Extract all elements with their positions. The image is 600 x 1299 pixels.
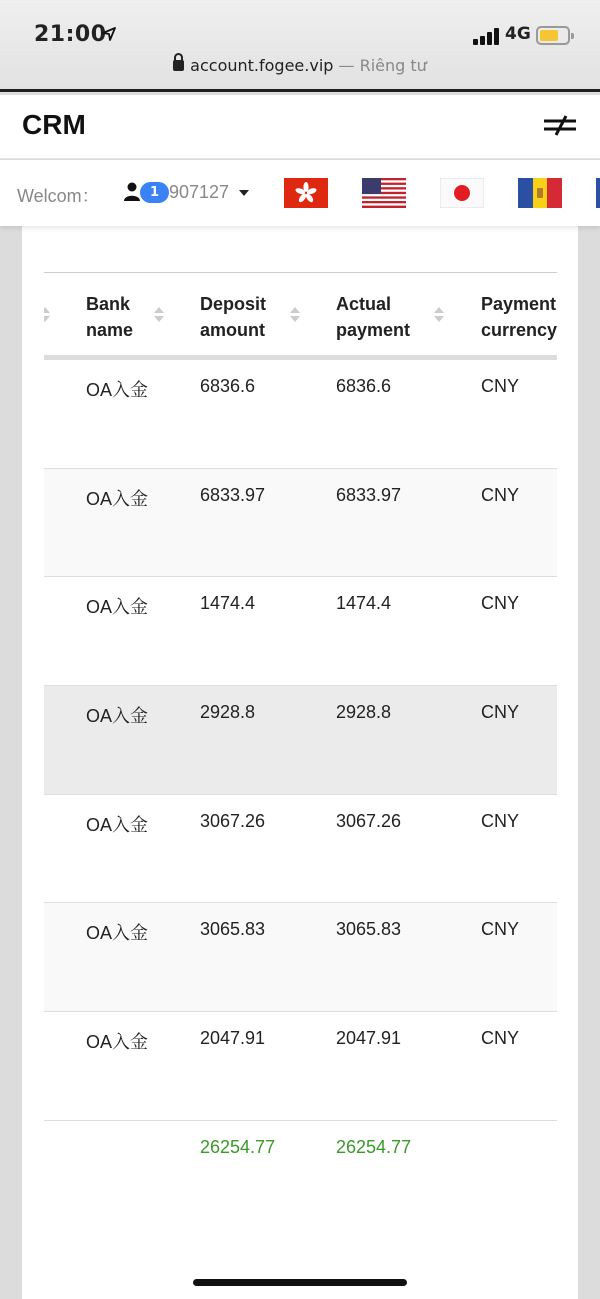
japan-flag-icon[interactable] <box>440 178 484 208</box>
home-indicator[interactable] <box>193 1279 407 1286</box>
cell-bank-name: OA入金 <box>86 923 149 944</box>
network-type: 4G <box>505 24 531 44</box>
total-deposit-amount: 26254.77 <box>200 1136 276 1157</box>
cell-payment-currency: CNY <box>481 1028 520 1049</box>
status-time: 21:00 <box>34 22 107 47</box>
table-totals-row <box>44 1121 557 1200</box>
table-row[interactable] <box>44 1012 557 1121</box>
account-id[interactable]: 907127 <box>169 182 230 202</box>
column-actual-payment[interactable]: Actual payment <box>336 294 411 340</box>
cell-payment-currency: CNY <box>481 810 520 831</box>
cell-actual-payment: 6833.97 <box>336 484 402 505</box>
url-privacy-label: — Riêng tư <box>338 56 427 75</box>
notification-badge[interactable]: 1 <box>140 182 169 203</box>
table-header <box>44 272 557 360</box>
sort-icon[interactable] <box>44 307 50 323</box>
lock-icon <box>173 60 184 71</box>
column-bank-name[interactable]: Bank name <box>86 294 134 340</box>
menu-toggle-icon[interactable] <box>542 113 578 139</box>
cell-deposit-amount: 3067.26 <box>200 810 266 831</box>
cell-bank-name: OA入金 <box>86 814 149 835</box>
cell-bank-name: OA入金 <box>86 597 149 618</box>
cell-deposit-amount: 6833.97 <box>200 484 266 505</box>
cellular-signal-icon <box>473 27 501 45</box>
cell-payment-currency: CNY <box>481 484 520 505</box>
sort-icon[interactable] <box>434 307 444 323</box>
cell-deposit-amount: 6836.6 <box>200 376 256 396</box>
welcome-label: Welcom： <box>17 186 100 206</box>
cell-payment-currency: CNY <box>481 702 520 723</box>
brand-logo[interactable]: CRM <box>22 109 86 140</box>
table-row[interactable] <box>44 360 557 469</box>
cell-actual-payment: 1474.4 <box>336 593 392 614</box>
url-bar[interactable] <box>0 56 600 75</box>
hong-kong-flag-icon[interactable] <box>284 178 328 208</box>
app-header <box>0 95 600 159</box>
next-flag-icon[interactable] <box>596 178 600 208</box>
table-body <box>44 360 557 1200</box>
deposit-table <box>44 272 557 1200</box>
cell-deposit-amount: 2047.91 <box>200 1028 266 1049</box>
table-row[interactable] <box>44 577 557 686</box>
romania-flag-icon[interactable] <box>518 178 562 208</box>
total-actual-payment: 26254.77 <box>336 1136 412 1157</box>
browser-top-bar <box>0 0 600 92</box>
cell-actual-payment: 2928.8 <box>336 702 392 723</box>
cell-deposit-amount: 2928.8 <box>200 702 256 723</box>
cell-bank-name: OA入金 <box>86 706 149 727</box>
cell-bank-name: OA入金 <box>86 488 149 509</box>
column-payment-currency[interactable]: Payment currency <box>481 294 557 340</box>
cell-payment-currency: CNY <box>481 376 520 396</box>
chevron-down-icon[interactable] <box>239 190 249 196</box>
column-deposit-amount[interactable]: Deposit amount <box>200 294 267 340</box>
battery-icon <box>536 26 570 45</box>
cell-deposit-amount: 1474.4 <box>200 593 256 614</box>
cell-actual-payment: 3065.83 <box>336 919 402 940</box>
cell-bank-name: OA入金 <box>86 1032 149 1053</box>
cell-bank-name: OA入金 <box>86 380 149 400</box>
cell-payment-currency: CNY <box>481 919 520 940</box>
cell-actual-payment: 6836.6 <box>336 376 392 396</box>
usa-flag-icon[interactable] <box>362 178 406 208</box>
location-arrow-icon <box>102 27 116 41</box>
table-row[interactable] <box>44 469 557 578</box>
cell-actual-payment: 2047.91 <box>336 1028 402 1049</box>
cell-deposit-amount: 3065.83 <box>200 919 266 940</box>
sort-icon[interactable] <box>290 307 300 323</box>
table-row[interactable] <box>44 795 557 904</box>
cell-actual-payment: 3067.26 <box>336 810 402 831</box>
url-domain: account.fogee.vip <box>190 56 334 75</box>
sort-icon[interactable] <box>154 307 164 323</box>
table-row[interactable] <box>44 903 557 1012</box>
cell-payment-currency: CNY <box>481 593 520 614</box>
table-row[interactable] <box>44 686 557 795</box>
